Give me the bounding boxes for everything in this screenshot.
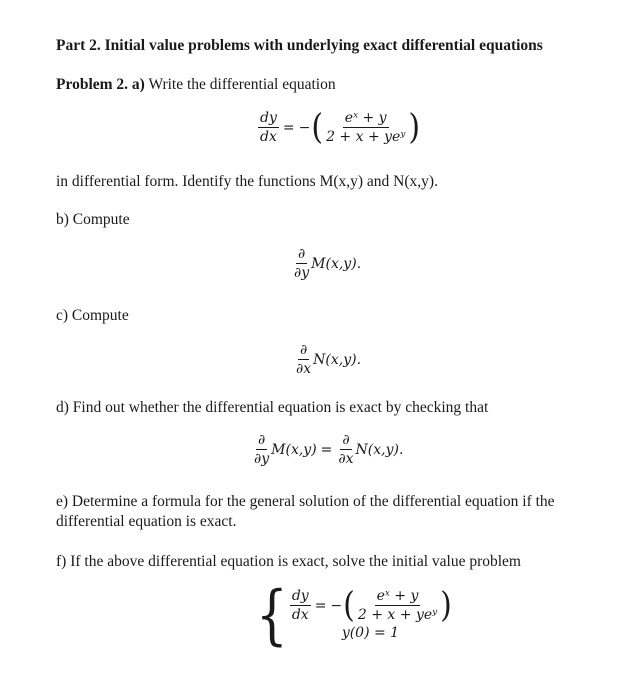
partial-numerator: ∂ xyxy=(342,432,350,448)
exactness-condition xyxy=(252,432,403,467)
m-function: M(x,y). xyxy=(311,255,362,272)
part-e-line-2: differential equation is exact. xyxy=(56,513,237,530)
m-function: M(x,y) xyxy=(271,441,317,458)
right-paren: ) xyxy=(408,106,421,148)
rhs-numerator: eˣ + y xyxy=(376,588,419,604)
rhs-fraction xyxy=(356,588,439,623)
n-function: N(x,y). xyxy=(313,351,362,368)
partial-denominator: ∂x xyxy=(296,361,312,377)
dy-dx-numerator: dy xyxy=(291,588,309,604)
ivp-equation xyxy=(290,584,453,626)
part-f-text: f) If the above differential equation is exact, solve the initial value problem xyxy=(56,553,521,570)
rhs-numerator: eˣ + y xyxy=(344,110,387,126)
main-equation xyxy=(258,106,421,148)
initial-value-system xyxy=(256,576,453,653)
minus-sign: − xyxy=(298,119,311,136)
problem-intro-text: Write the differential equation xyxy=(148,76,336,93)
differential-form-text: in differential form. Identify the functions M(x,y) and N(x,y). xyxy=(56,173,438,190)
part-b-expression xyxy=(292,246,361,281)
dy-dx-numerator: dy xyxy=(260,110,277,126)
partial-y-fraction xyxy=(252,432,271,467)
partial-denominator: ∂y xyxy=(254,451,270,467)
initial-condition: y(0) = 1 xyxy=(341,625,400,641)
part-e-line-1: e) Determine a formula for the general solution of the differential equation if the xyxy=(56,493,555,510)
left-brace: { xyxy=(256,576,288,653)
dy-dx-denominator: dx xyxy=(260,129,277,145)
partial-numerator: ∂ xyxy=(299,342,308,358)
partial-denominator: ∂x xyxy=(338,451,354,467)
partial-denominator: ∂y xyxy=(294,265,310,281)
rhs-denominator: 2 + x + yeʸ xyxy=(357,607,438,623)
page-title: Part 2. Initial value problems with underlying exact differential equations xyxy=(56,37,543,54)
partial-numerator: ∂ xyxy=(257,432,266,448)
left-paren: ( xyxy=(311,106,324,148)
minus-sign: − xyxy=(330,597,343,614)
partial-y-fraction xyxy=(292,246,311,281)
part-c-label: c) Compute xyxy=(56,307,129,324)
right-paren: ) xyxy=(440,584,452,626)
dy-dx-fraction xyxy=(290,588,311,623)
equals-sign: = xyxy=(314,597,327,614)
rhs-fraction xyxy=(324,110,407,145)
dy-dx-denominator: dx xyxy=(291,607,309,623)
dy-dx-fraction xyxy=(258,110,279,145)
problem-intro xyxy=(56,75,336,94)
left-paren: ( xyxy=(343,584,355,626)
rhs-denominator: 2 + x + yeʸ xyxy=(326,129,406,145)
partial-x-fraction xyxy=(336,432,355,467)
n-function: N(x,y). xyxy=(355,441,404,458)
partial-numerator: ∂ xyxy=(297,246,306,262)
part-d-text: d) Find out whether the differential equation is exact by checking that xyxy=(56,399,489,416)
equals-sign: = xyxy=(282,119,295,136)
equals-sign: = xyxy=(320,441,333,458)
part-b-label: b) Compute xyxy=(56,211,130,228)
part-c-expression xyxy=(294,342,361,377)
problem-label: Problem 2. a) xyxy=(56,76,145,93)
partial-x-fraction xyxy=(294,342,313,377)
